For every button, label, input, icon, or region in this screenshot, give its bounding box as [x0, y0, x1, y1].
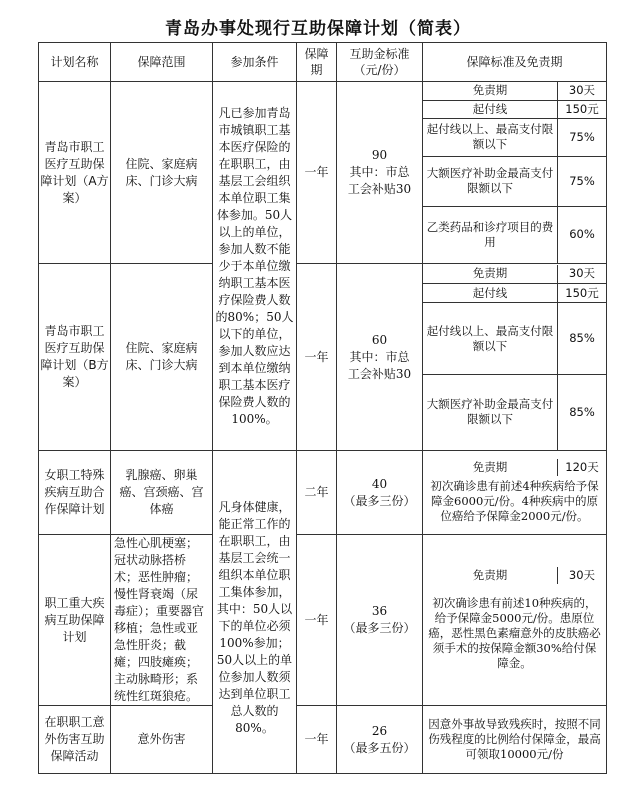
plan-period: 一年: [297, 82, 337, 264]
plan-standards: [423, 535, 607, 706]
plan-name: 女职工特殊疾病互助合作保障计划: [39, 451, 111, 535]
plan-description: 初次确诊患有前述4种疾病给予保障金6000元/份。4种疾病中的原位癌给予保障金2000元/份。: [430, 478, 599, 523]
plan-fee: 60: [371, 332, 388, 347]
plan-period: 二年: [297, 451, 337, 535]
header-period: 保障期: [297, 43, 337, 82]
std-label: 起付线以上、最高支付限额以下: [423, 303, 558, 375]
plan-scope: 住院、家庭病床、门诊大病: [111, 82, 213, 264]
table-row: [39, 264, 607, 451]
header-plan-name: 计划名称: [39, 43, 111, 82]
header-standards: 保障标准及免责期: [423, 43, 607, 82]
plan-fee: 90: [371, 148, 388, 162]
header-fee: 互助金标准（元/份）: [337, 43, 423, 82]
plan-fee-cell: [337, 706, 423, 774]
plan-fee-cell: [337, 264, 423, 451]
std-value: 75%: [558, 156, 607, 206]
plan-fee-note: （最多三份）: [343, 621, 416, 635]
std-value: 30天: [558, 265, 607, 284]
std-label: 大额医疗补助金最高支付限额以下: [423, 156, 558, 206]
plan-scope: 急性心肌梗塞；冠状动脉搭桥术；恶性肿瘤；慢性肾衰竭（尿毒症）；重要器官移植；急性或亚急性肝炎；截瘫；四肢瘫痪；主动脉畸形；系统性红斑狼疮。: [111, 535, 213, 706]
plan-name: 在职职工意外伤害互助保障活动: [39, 706, 111, 774]
plan-period: 一年: [297, 264, 337, 451]
table-row: [39, 451, 607, 535]
plan-description: 初次确诊患有前述10种疾病的，给予保障金5000元/份。患原位癌，恶性黑色素瘤意外的皮肤癌必须手术的按保障金额30%给付保障金。: [428, 595, 601, 670]
plan-name: 青岛市职工医疗互助保障计划（A方案）: [39, 82, 111, 264]
plan-standards: [423, 451, 607, 535]
std-value: 150元: [558, 284, 607, 303]
plan-fee: 40: [371, 476, 388, 491]
std-label: 起付线以上、最高支付限额以下: [423, 118, 558, 156]
header-conditions: 参加条件: [213, 43, 297, 82]
plan-standards: [423, 82, 607, 264]
header-scope: 保障范围: [111, 43, 213, 82]
std-value: 75%: [558, 118, 607, 156]
std-label: 乙类药品和诊疗项目的费用: [423, 206, 558, 263]
plan-conditions: 凡已参加青岛市城镇职工基本医疗保险的在职职工，由基层工会组织本单位职工集体参加。50人以上的单位，参加人数不能少于本单位缴纳职工基本医疗保险费人数的80%；50人以下的单位，参加人数应达到本单位缴纳职工基本医疗保险费人数的100%。: [213, 82, 297, 451]
page-title: 青岛办事处现行互助保障计划（简表）: [165, 19, 471, 39]
std-value: 30天: [568, 567, 596, 582]
std-label: 免责期: [423, 459, 558, 476]
plan-name: 职工重大疾病互助保障计划: [39, 535, 111, 706]
plan-description: 因意外事故导致残疾时，按照不同伤残程度的比例给付保障金，最高可领取10000元/份: [428, 717, 601, 761]
std-label: 免责期: [423, 82, 558, 100]
std-label: 免责期: [423, 265, 558, 284]
plan-standards: [423, 264, 607, 451]
std-value: 150元: [558, 100, 607, 118]
std-label: 起付线: [423, 284, 558, 303]
plan-fee-cell: [337, 451, 423, 535]
plan-fee-note: （最多三份）: [343, 493, 416, 508]
plan-fee-note: 其中：市总工会补贴30: [347, 165, 412, 196]
plan-fee-cell: [337, 535, 423, 706]
plan-scope: 意外伤害: [111, 706, 213, 774]
header-row: [39, 43, 607, 82]
plan-fee-cell: [337, 82, 423, 264]
plan-fee-note: （最多五份）: [343, 740, 416, 755]
plan-fee: 26: [371, 723, 388, 738]
plan-conditions: 凡身体健康，能正常工作的在职职工，由基层工会统一组织本单位职工集体参加，其中：50人以下的单位必须100%参加；50人以上的单位参加人数须达到单位职工总人数的80%。: [213, 451, 297, 774]
plan-fee: 36: [371, 604, 388, 618]
table-row: [39, 535, 607, 706]
std-label: 大额医疗补助金最高支付限额以下: [423, 375, 558, 450]
std-label: 免责期: [423, 567, 558, 584]
plan-scope: 乳腺癌、卵巢癌、宫颈癌、宫体癌: [111, 451, 213, 535]
plan-period: 一年: [297, 706, 337, 774]
table-row: [39, 706, 607, 774]
std-value: 30天: [558, 82, 607, 100]
plan-fee-note: 其中：市总工会补贴30: [347, 349, 412, 381]
std-label: 起付线: [423, 100, 558, 118]
plan-standards: [423, 706, 607, 774]
std-value: 85%: [558, 303, 607, 375]
plan-period: 一年: [297, 535, 337, 706]
table-row: [39, 82, 607, 264]
std-value: 85%: [569, 404, 595, 419]
std-value: 120天: [565, 459, 599, 474]
plan-name: 青岛市职工医疗互助保障计划（B方案）: [39, 264, 111, 451]
plan-table: [38, 42, 607, 774]
plan-scope: 住院、家庭病床、门诊大病: [111, 264, 213, 451]
std-value: 60%: [569, 227, 595, 242]
